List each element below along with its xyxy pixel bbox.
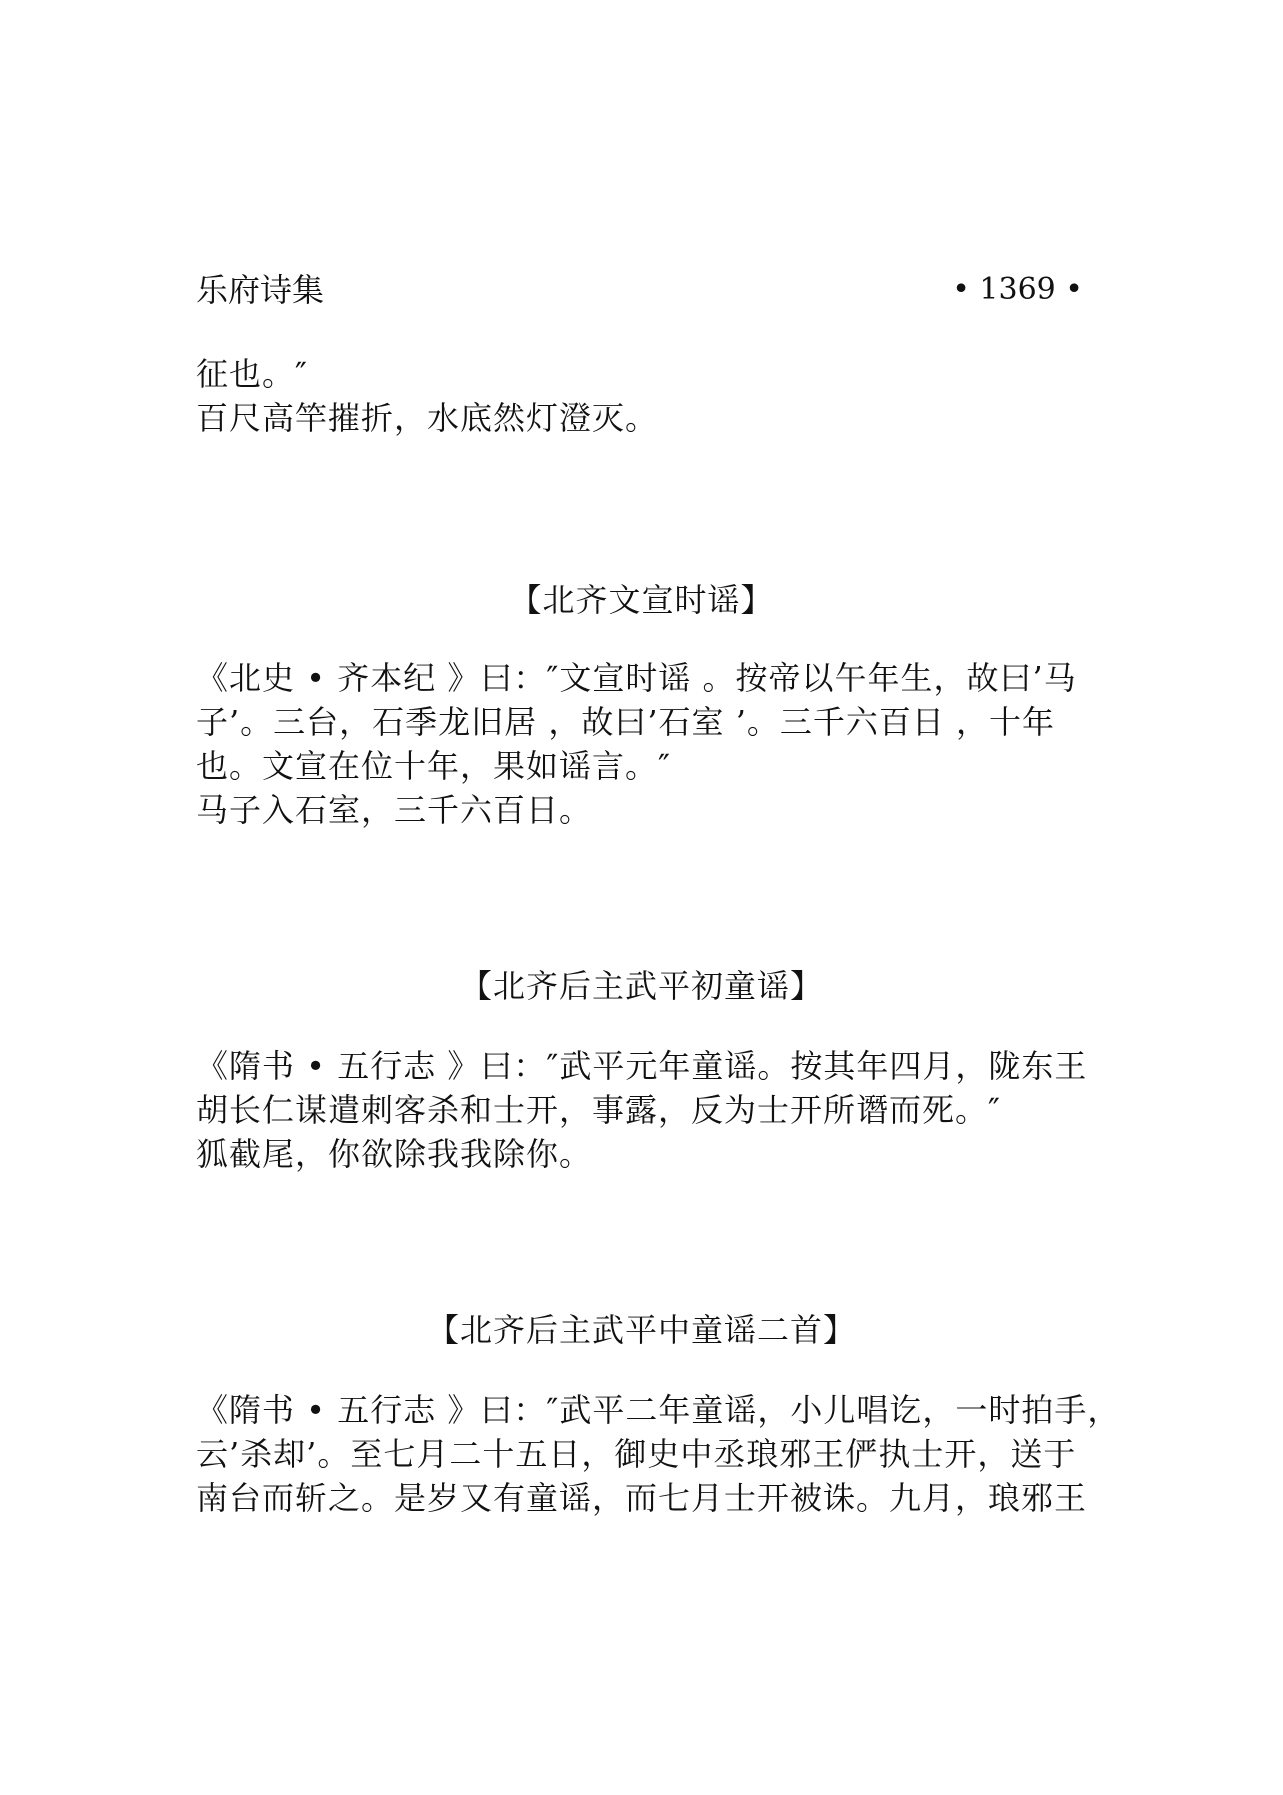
- section-3-line-1: 《隋书 • 五行志 》曰：″武平二年童谣，小儿唱讫，一时拍手，: [196, 1391, 1121, 1429]
- book-title: 乐府诗集: [196, 271, 325, 309]
- intro-line-2: 百尺高竿摧折，水底然灯澄灭。: [196, 399, 659, 437]
- section-3-line-2: 云’杀却’。至七月二十五日，御史中丞琅邪王俨执士开，送于: [196, 1435, 1077, 1473]
- section-3-line-3: 南台而斩之。是岁又有童谣，而七月士开被诛。九月，琅邪王: [196, 1479, 1088, 1517]
- section-2-line-2: 胡长仁谋遣刺客杀和士开，事露，反为士开所谮而死。″: [196, 1091, 1001, 1129]
- section-title-wuping-chu: 【北齐后主武平初童谣】: [459, 967, 823, 1005]
- page-number: • 1369 •: [952, 272, 1083, 307]
- section-title-wenxuan: 【北齐文宣时谣】: [509, 581, 774, 619]
- section-1-line-4: 马子入石室，三千六百日。: [196, 791, 593, 829]
- section-1-line-2: 子’。三台，石季龙旧居 ，故曰’石室 ’。三千六百日 ，十年: [196, 703, 1056, 741]
- section-1-line-3: 也。文宣在位十年，果如谣言。″: [196, 747, 671, 785]
- section-2-line-3: 狐截尾，你欲除我我除你。: [196, 1135, 593, 1173]
- section-2-line-1: 《隋书 • 五行志 》曰：″武平元年童谣。按其年四月，陇东王: [196, 1047, 1088, 1085]
- section-title-wuping-zhong: 【北齐后主武平中童谣二首】: [426, 1311, 856, 1349]
- intro-line-1: 征也。″: [196, 355, 308, 393]
- section-1-line-1: 《北史 • 齐本纪 》曰：″文宣时谣 。按帝以午年生，故曰’马: [196, 659, 1077, 697]
